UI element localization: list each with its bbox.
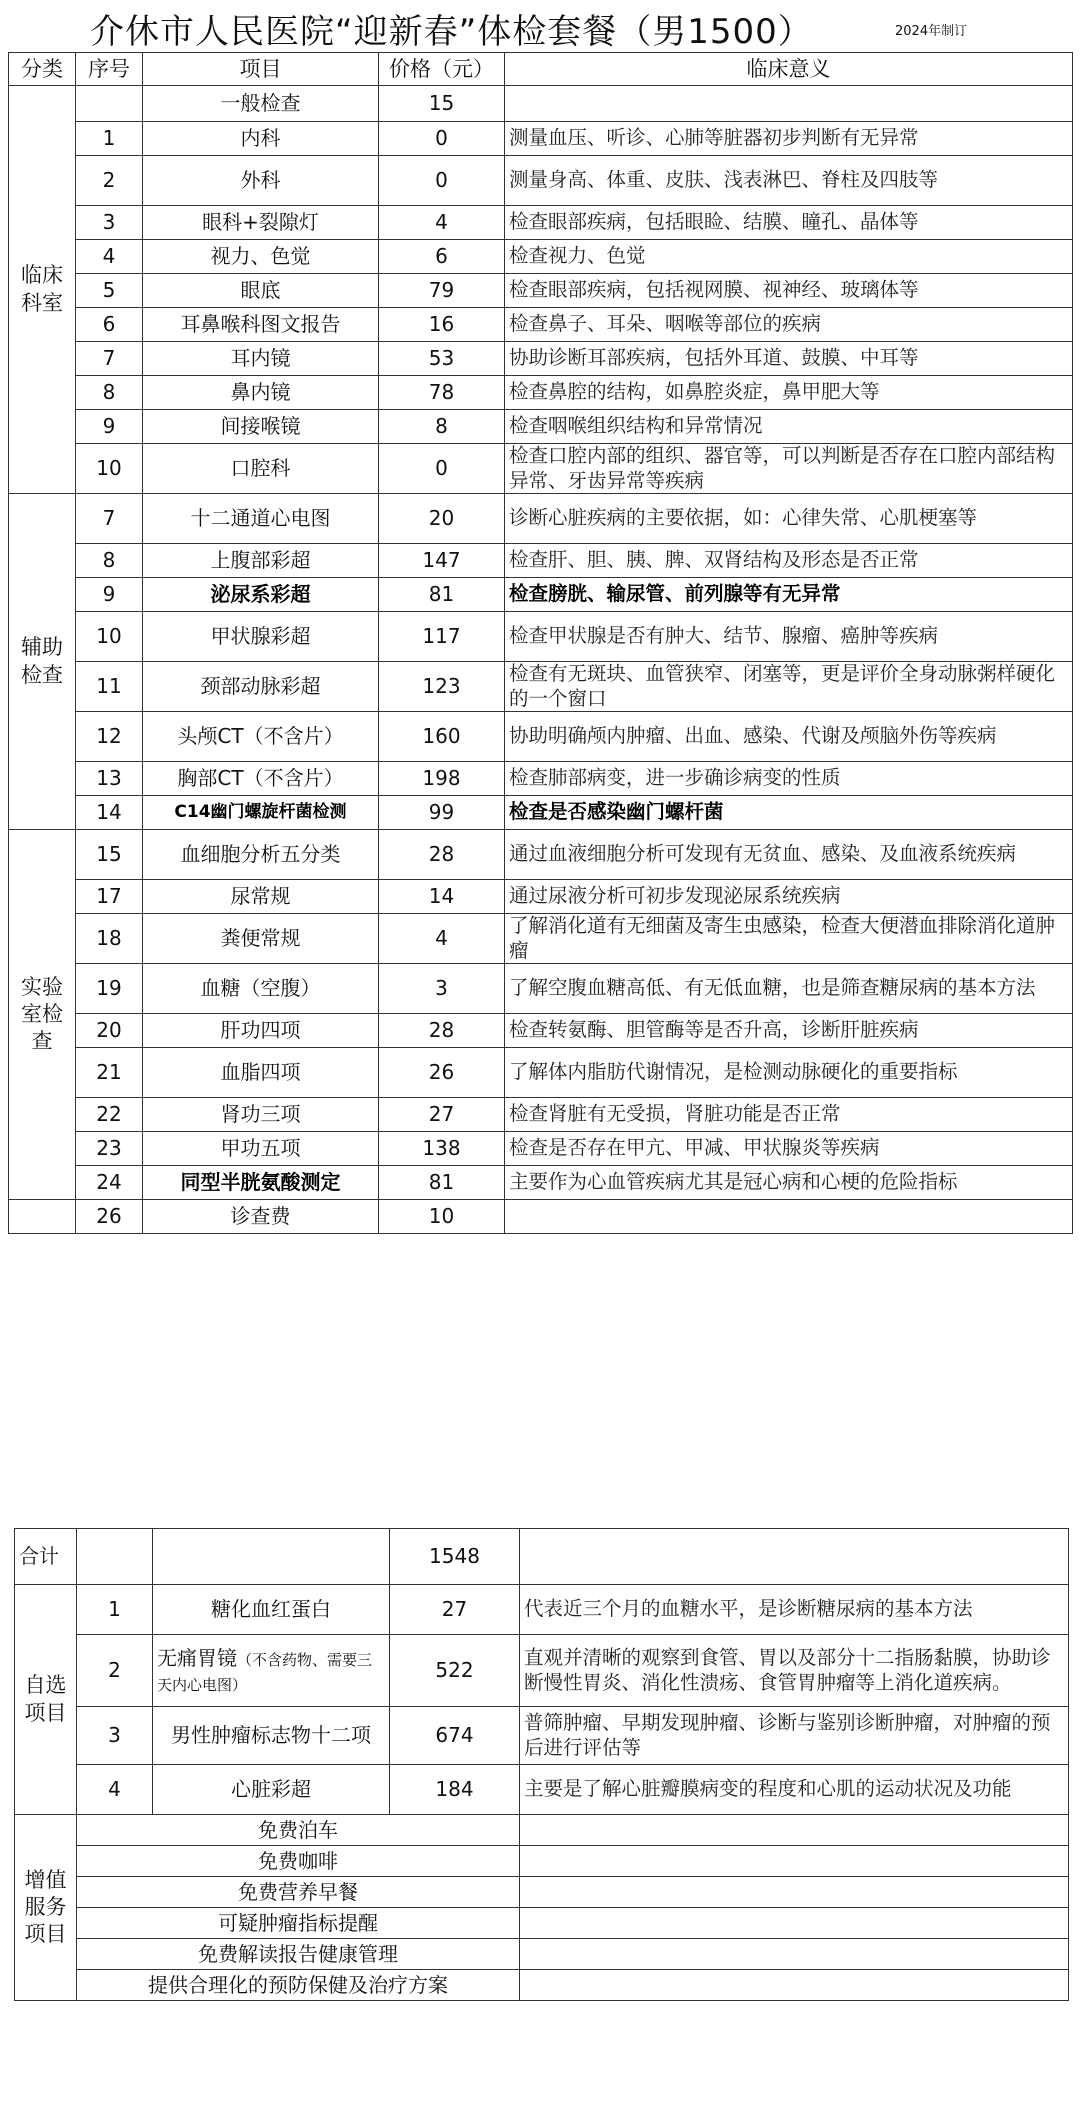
value-added-item: 免费泊车 xyxy=(77,1815,520,1846)
category-optional: 自选 项目 xyxy=(15,1585,77,1815)
seq-cell: 23 xyxy=(76,1132,143,1166)
header-meaning: 临床意义 xyxy=(505,53,1073,86)
price-cell: 81 xyxy=(379,578,505,612)
category-value-added: 增值 服务 项目 xyxy=(15,1815,77,2001)
meaning-cell: 测量身高、体重、皮肤、浅表淋巴、脊柱及四肢等 xyxy=(505,156,1073,206)
item-cell: 泌尿系彩超 xyxy=(143,578,379,612)
consult-price: 10 xyxy=(379,1200,505,1234)
table-row xyxy=(9,444,1073,494)
package-table xyxy=(8,52,1073,1234)
meaning-cell: 代表近三个月的血糖水平，是诊断糖尿病的基本方法 xyxy=(520,1585,1069,1635)
item-cell: 胸部CT（不含片） xyxy=(143,762,379,796)
seq-cell: 22 xyxy=(76,1098,143,1132)
item-cell: 十二通道心电图 xyxy=(143,494,379,544)
item-cell: 间接喉镜 xyxy=(143,410,379,444)
item-cell: 颈部动脉彩超 xyxy=(143,662,379,712)
item-cell: 心脏彩超 xyxy=(153,1765,390,1815)
item-cell: 鼻内镜 xyxy=(143,376,379,410)
price-cell: 0 xyxy=(379,122,505,156)
meaning-cell: 通过血液细胞分析可发现有无贫血、感染、及血液系统疾病 xyxy=(505,830,1073,880)
seq-cell: 9 xyxy=(76,410,143,444)
price-cell: 4 xyxy=(379,206,505,240)
optional-row xyxy=(15,1765,1069,1815)
price-cell: 4 xyxy=(379,914,505,964)
seq-cell: 24 xyxy=(76,1166,143,1200)
price-cell: 522 xyxy=(390,1635,520,1707)
table-row xyxy=(9,578,1073,612)
seq-cell: 4 xyxy=(76,240,143,274)
item-cell: 血糖（空腹） xyxy=(143,964,379,1014)
item-cell: 视力、色觉 xyxy=(143,240,379,274)
header-row xyxy=(9,53,1073,86)
seq-cell: 1 xyxy=(77,1585,153,1635)
price-cell: 123 xyxy=(379,662,505,712)
seq-cell: 8 xyxy=(76,376,143,410)
price-cell: 16 xyxy=(379,308,505,342)
table-row xyxy=(9,206,1073,240)
item-cell: 耳鼻喉科图文报告 xyxy=(143,308,379,342)
value-added-empty xyxy=(520,1970,1069,2001)
price-cell: 160 xyxy=(379,712,505,762)
consult-row xyxy=(9,1200,1073,1234)
price-cell: 8 xyxy=(379,410,505,444)
meaning-cell: 通过尿液分析可初步发现泌尿系统疾病 xyxy=(505,880,1073,914)
value-added-empty xyxy=(520,1939,1069,1970)
table-row xyxy=(9,1166,1073,1200)
seq-cell: 18 xyxy=(76,914,143,964)
seq-cell: 2 xyxy=(77,1635,153,1707)
meaning-cell: 检查视力、色觉 xyxy=(505,240,1073,274)
table-row xyxy=(9,274,1073,308)
table-row xyxy=(9,612,1073,662)
consult-seq: 26 xyxy=(76,1200,143,1234)
meaning-cell: 主要作为心血管疾病尤其是冠心病和心梗的危险指标 xyxy=(505,1166,1073,1200)
consult-item: 诊查费 xyxy=(143,1200,379,1234)
seq-cell: 13 xyxy=(76,762,143,796)
table-row xyxy=(9,342,1073,376)
optional-row xyxy=(15,1585,1069,1635)
price-cell: 0 xyxy=(379,444,505,494)
table-row xyxy=(9,796,1073,830)
category-lab: 实验 室检 查 xyxy=(9,830,76,1200)
meaning-cell: 主要是了解心脏瓣膜病变的程度和心肌的运动状况及功能 xyxy=(520,1765,1069,1815)
price-cell: 27 xyxy=(379,1098,505,1132)
meaning-cell: 检查鼻子、耳朵、咽喉等部位的疾病 xyxy=(505,308,1073,342)
price-cell: 674 xyxy=(390,1707,520,1765)
meaning-cell: 了解体内脂肪代谢情况，是检测动脉硬化的重要指标 xyxy=(505,1048,1073,1098)
price-cell: 28 xyxy=(379,830,505,880)
price-cell: 117 xyxy=(379,612,505,662)
meaning-cell: 检查口腔内部的组织、器官等，可以判断是否存在口腔内部结构异常、牙齿异常等疾病 xyxy=(505,444,1073,494)
meaning-cell: 检查甲状腺是否有肿大、结节、腺瘤、癌肿等疾病 xyxy=(505,612,1073,662)
meaning-cell: 检查转氨酶、胆管酶等是否升高，诊断肝脏疾病 xyxy=(505,1014,1073,1048)
item-cell: 口腔科 xyxy=(143,444,379,494)
page-title: 介休市人民医院“迎新春”体检套餐（男1500） xyxy=(90,12,813,52)
seq-cell: 10 xyxy=(76,612,143,662)
price-cell: 26 xyxy=(379,1048,505,1098)
value-added-item: 免费解读报告健康管理 xyxy=(77,1939,520,1970)
meaning-cell: 检查是否存在甲亢、甲减、甲状腺炎等疾病 xyxy=(505,1132,1073,1166)
meaning-cell: 检查是否感染幽门螺杆菌 xyxy=(505,796,1073,830)
table-row xyxy=(9,156,1073,206)
table-row xyxy=(9,122,1073,156)
price-cell: 28 xyxy=(379,1014,505,1048)
price-cell: 0 xyxy=(379,156,505,206)
table-row xyxy=(9,544,1073,578)
table-row xyxy=(9,1132,1073,1166)
consult-category xyxy=(9,1200,76,1234)
seq-cell: 5 xyxy=(76,274,143,308)
table-row xyxy=(9,712,1073,762)
value-added-row xyxy=(15,1939,1069,1970)
item-cell: 血脂四项 xyxy=(143,1048,379,1098)
value-added-row xyxy=(15,1970,1069,2001)
category-clinical: 临床 科室 xyxy=(9,86,76,494)
seq-cell: 21 xyxy=(76,1048,143,1098)
price-cell: 6 xyxy=(379,240,505,274)
table-row xyxy=(9,494,1073,544)
table-row xyxy=(9,1048,1073,1098)
header-item: 项目 xyxy=(143,53,379,86)
general-price: 15 xyxy=(379,86,505,122)
price-cell: 53 xyxy=(379,342,505,376)
seq-cell: 1 xyxy=(76,122,143,156)
meaning-cell: 检查眼部疾病，包括视网膜、视神经、玻璃体等 xyxy=(505,274,1073,308)
seq-cell: 20 xyxy=(76,1014,143,1048)
table-row xyxy=(9,880,1073,914)
total-empty-item xyxy=(153,1529,390,1585)
table-row xyxy=(9,410,1073,444)
seq-cell: 10 xyxy=(76,444,143,494)
price-cell: 147 xyxy=(379,544,505,578)
seq-cell: 3 xyxy=(76,206,143,240)
value-added-empty xyxy=(520,1877,1069,1908)
seq-cell: 11 xyxy=(76,662,143,712)
item-cell: 男性肿瘤标志物十二项 xyxy=(153,1707,390,1765)
seq-cell: 4 xyxy=(77,1765,153,1815)
optional-row xyxy=(15,1635,1069,1707)
item-cell: 眼底 xyxy=(143,274,379,308)
value-added-empty xyxy=(520,1846,1069,1877)
price-cell: 81 xyxy=(379,1166,505,1200)
item-cell: 粪便常规 xyxy=(143,914,379,964)
price-cell: 184 xyxy=(390,1765,520,1815)
meaning-cell: 检查肝、胆、胰、脾、双肾结构及形态是否正常 xyxy=(505,544,1073,578)
table-row xyxy=(9,914,1073,964)
table-row xyxy=(9,964,1073,1014)
price-cell: 198 xyxy=(379,762,505,796)
header-category: 分类 xyxy=(9,53,76,86)
table-row xyxy=(9,830,1073,880)
table-row xyxy=(9,240,1073,274)
consult-meaning xyxy=(505,1200,1073,1234)
value-added-empty xyxy=(520,1908,1069,1939)
table-row xyxy=(9,662,1073,712)
meaning-cell: 协助诊断耳部疾病，包括外耳道、鼓膜、中耳等 xyxy=(505,342,1073,376)
item-cell: 上腹部彩超 xyxy=(143,544,379,578)
item-cell: 血细胞分析五分类 xyxy=(143,830,379,880)
table-row xyxy=(9,308,1073,342)
price-cell: 138 xyxy=(379,1132,505,1166)
seq-cell: 9 xyxy=(76,578,143,612)
value-added-item: 可疑肿瘤指标提醒 xyxy=(77,1908,520,1939)
meaning-cell: 检查肾脏有无受损，肾脏功能是否正常 xyxy=(505,1098,1073,1132)
header-seq: 序号 xyxy=(76,53,143,86)
item-cell: 甲功五项 xyxy=(143,1132,379,1166)
seq-cell: 19 xyxy=(76,964,143,1014)
meaning-cell: 检查有无斑块、血管狭窄、闭塞等，更是评价全身动脉粥样硬化的一个窗口 xyxy=(505,662,1073,712)
table-row xyxy=(9,1098,1073,1132)
table-row xyxy=(9,1014,1073,1048)
seq-cell: 7 xyxy=(76,494,143,544)
total-label: 合计 xyxy=(15,1529,77,1585)
meaning-cell: 检查鼻腔的结构，如鼻腔炎症，鼻甲肥大等 xyxy=(505,376,1073,410)
edition-note: 2024年制订 xyxy=(895,24,968,39)
meaning-cell: 检查眼部疾病，包括眼睑、结膜、瞳孔、晶体等 xyxy=(505,206,1073,240)
price-cell: 14 xyxy=(379,880,505,914)
table-row xyxy=(9,376,1073,410)
price-cell: 78 xyxy=(379,376,505,410)
item-cell: 同型半胱氨酸测定 xyxy=(143,1166,379,1200)
title-bar xyxy=(0,0,1080,50)
item-cell: 肾功三项 xyxy=(143,1098,379,1132)
meaning-cell: 了解空腹血糖高低、有无低血糖，也是筛查糖尿病的基本方法 xyxy=(505,964,1073,1014)
total-price: 1548 xyxy=(390,1529,520,1585)
seq-cell: 6 xyxy=(76,308,143,342)
meaning-cell: 协助明确颅内肿瘤、出血、感染、代谢及颅脑外伤等疾病 xyxy=(505,712,1073,762)
table-row xyxy=(9,762,1073,796)
general-meaning xyxy=(505,86,1073,122)
seq-cell: 17 xyxy=(76,880,143,914)
seq-cell: 12 xyxy=(76,712,143,762)
seq-cell: 14 xyxy=(76,796,143,830)
value-added-item: 免费营养早餐 xyxy=(77,1877,520,1908)
value-added-empty xyxy=(520,1815,1069,1846)
seq-cell: 2 xyxy=(76,156,143,206)
seq-cell: 8 xyxy=(76,544,143,578)
item-cell: 无痛胃镜（不含药物、需要三天内心电图） xyxy=(153,1635,390,1707)
seq-cell: 7 xyxy=(76,342,143,376)
seq-cell: 3 xyxy=(77,1707,153,1765)
price-cell: 99 xyxy=(379,796,505,830)
meaning-cell: 检查肺部病变，进一步确诊病变的性质 xyxy=(505,762,1073,796)
price-cell: 27 xyxy=(390,1585,520,1635)
item-note: （不含药物、需要三天内心电图） xyxy=(157,1650,373,1694)
item-cell: 头颅CT（不含片） xyxy=(143,712,379,762)
total-empty-meaning xyxy=(520,1529,1069,1585)
seq-cell: 15 xyxy=(76,830,143,880)
optional-table xyxy=(14,1528,1069,2001)
item-cell: 糖化血红蛋白 xyxy=(153,1585,390,1635)
item-cell: 肝功四项 xyxy=(143,1014,379,1048)
general-seq xyxy=(76,86,143,122)
price-cell: 3 xyxy=(379,964,505,1014)
meaning-cell: 检查咽喉组织结构和异常情况 xyxy=(505,410,1073,444)
value-added-row xyxy=(15,1877,1069,1908)
category-auxiliary: 辅助 检查 xyxy=(9,494,76,830)
value-added-row xyxy=(15,1846,1069,1877)
meaning-cell: 普筛肿瘤、早期发现肿瘤、诊断与鉴别诊断肿瘤，对肿瘤的预后进行评估等 xyxy=(520,1707,1069,1765)
general-row xyxy=(9,86,1073,122)
value-added-item: 免费咖啡 xyxy=(77,1846,520,1877)
meaning-cell: 测量血压、听诊、心肺等脏器初步判断有无异常 xyxy=(505,122,1073,156)
item-cell: 甲状腺彩超 xyxy=(143,612,379,662)
general-item: 一般检查 xyxy=(143,86,379,122)
header-price: 价格（元） xyxy=(379,53,505,86)
meaning-cell: 了解消化道有无细菌及寄生虫感染，检查大便潜血排除消化道肿瘤 xyxy=(505,914,1073,964)
total-empty-seq xyxy=(77,1529,153,1585)
item-cell: 尿常规 xyxy=(143,880,379,914)
meaning-cell: 检查膀胱、输尿管、前列腺等有无异常 xyxy=(505,578,1073,612)
total-row xyxy=(15,1529,1069,1585)
meaning-cell: 诊断心脏疾病的主要依据，如：心律失常、心肌梗塞等 xyxy=(505,494,1073,544)
value-added-item: 提供合理化的预防保健及治疗方案 xyxy=(77,1970,520,2001)
value-added-row xyxy=(15,1908,1069,1939)
item-cell: C14幽门螺旋杆菌检测 xyxy=(143,796,379,830)
item-cell: 耳内镜 xyxy=(143,342,379,376)
item-cell: 眼科+裂隙灯 xyxy=(143,206,379,240)
price-cell: 79 xyxy=(379,274,505,308)
optional-row xyxy=(15,1707,1069,1765)
item-cell: 内科 xyxy=(143,122,379,156)
price-cell: 20 xyxy=(379,494,505,544)
value-added-row xyxy=(15,1815,1069,1846)
meaning-cell: 直观并清晰的观察到食管、胃以及部分十二指肠黏膜，协助诊断慢性胃炎、消化性溃疡、食管胃肿瘤等上消化道疾病。 xyxy=(520,1635,1069,1707)
item-cell: 外科 xyxy=(143,156,379,206)
